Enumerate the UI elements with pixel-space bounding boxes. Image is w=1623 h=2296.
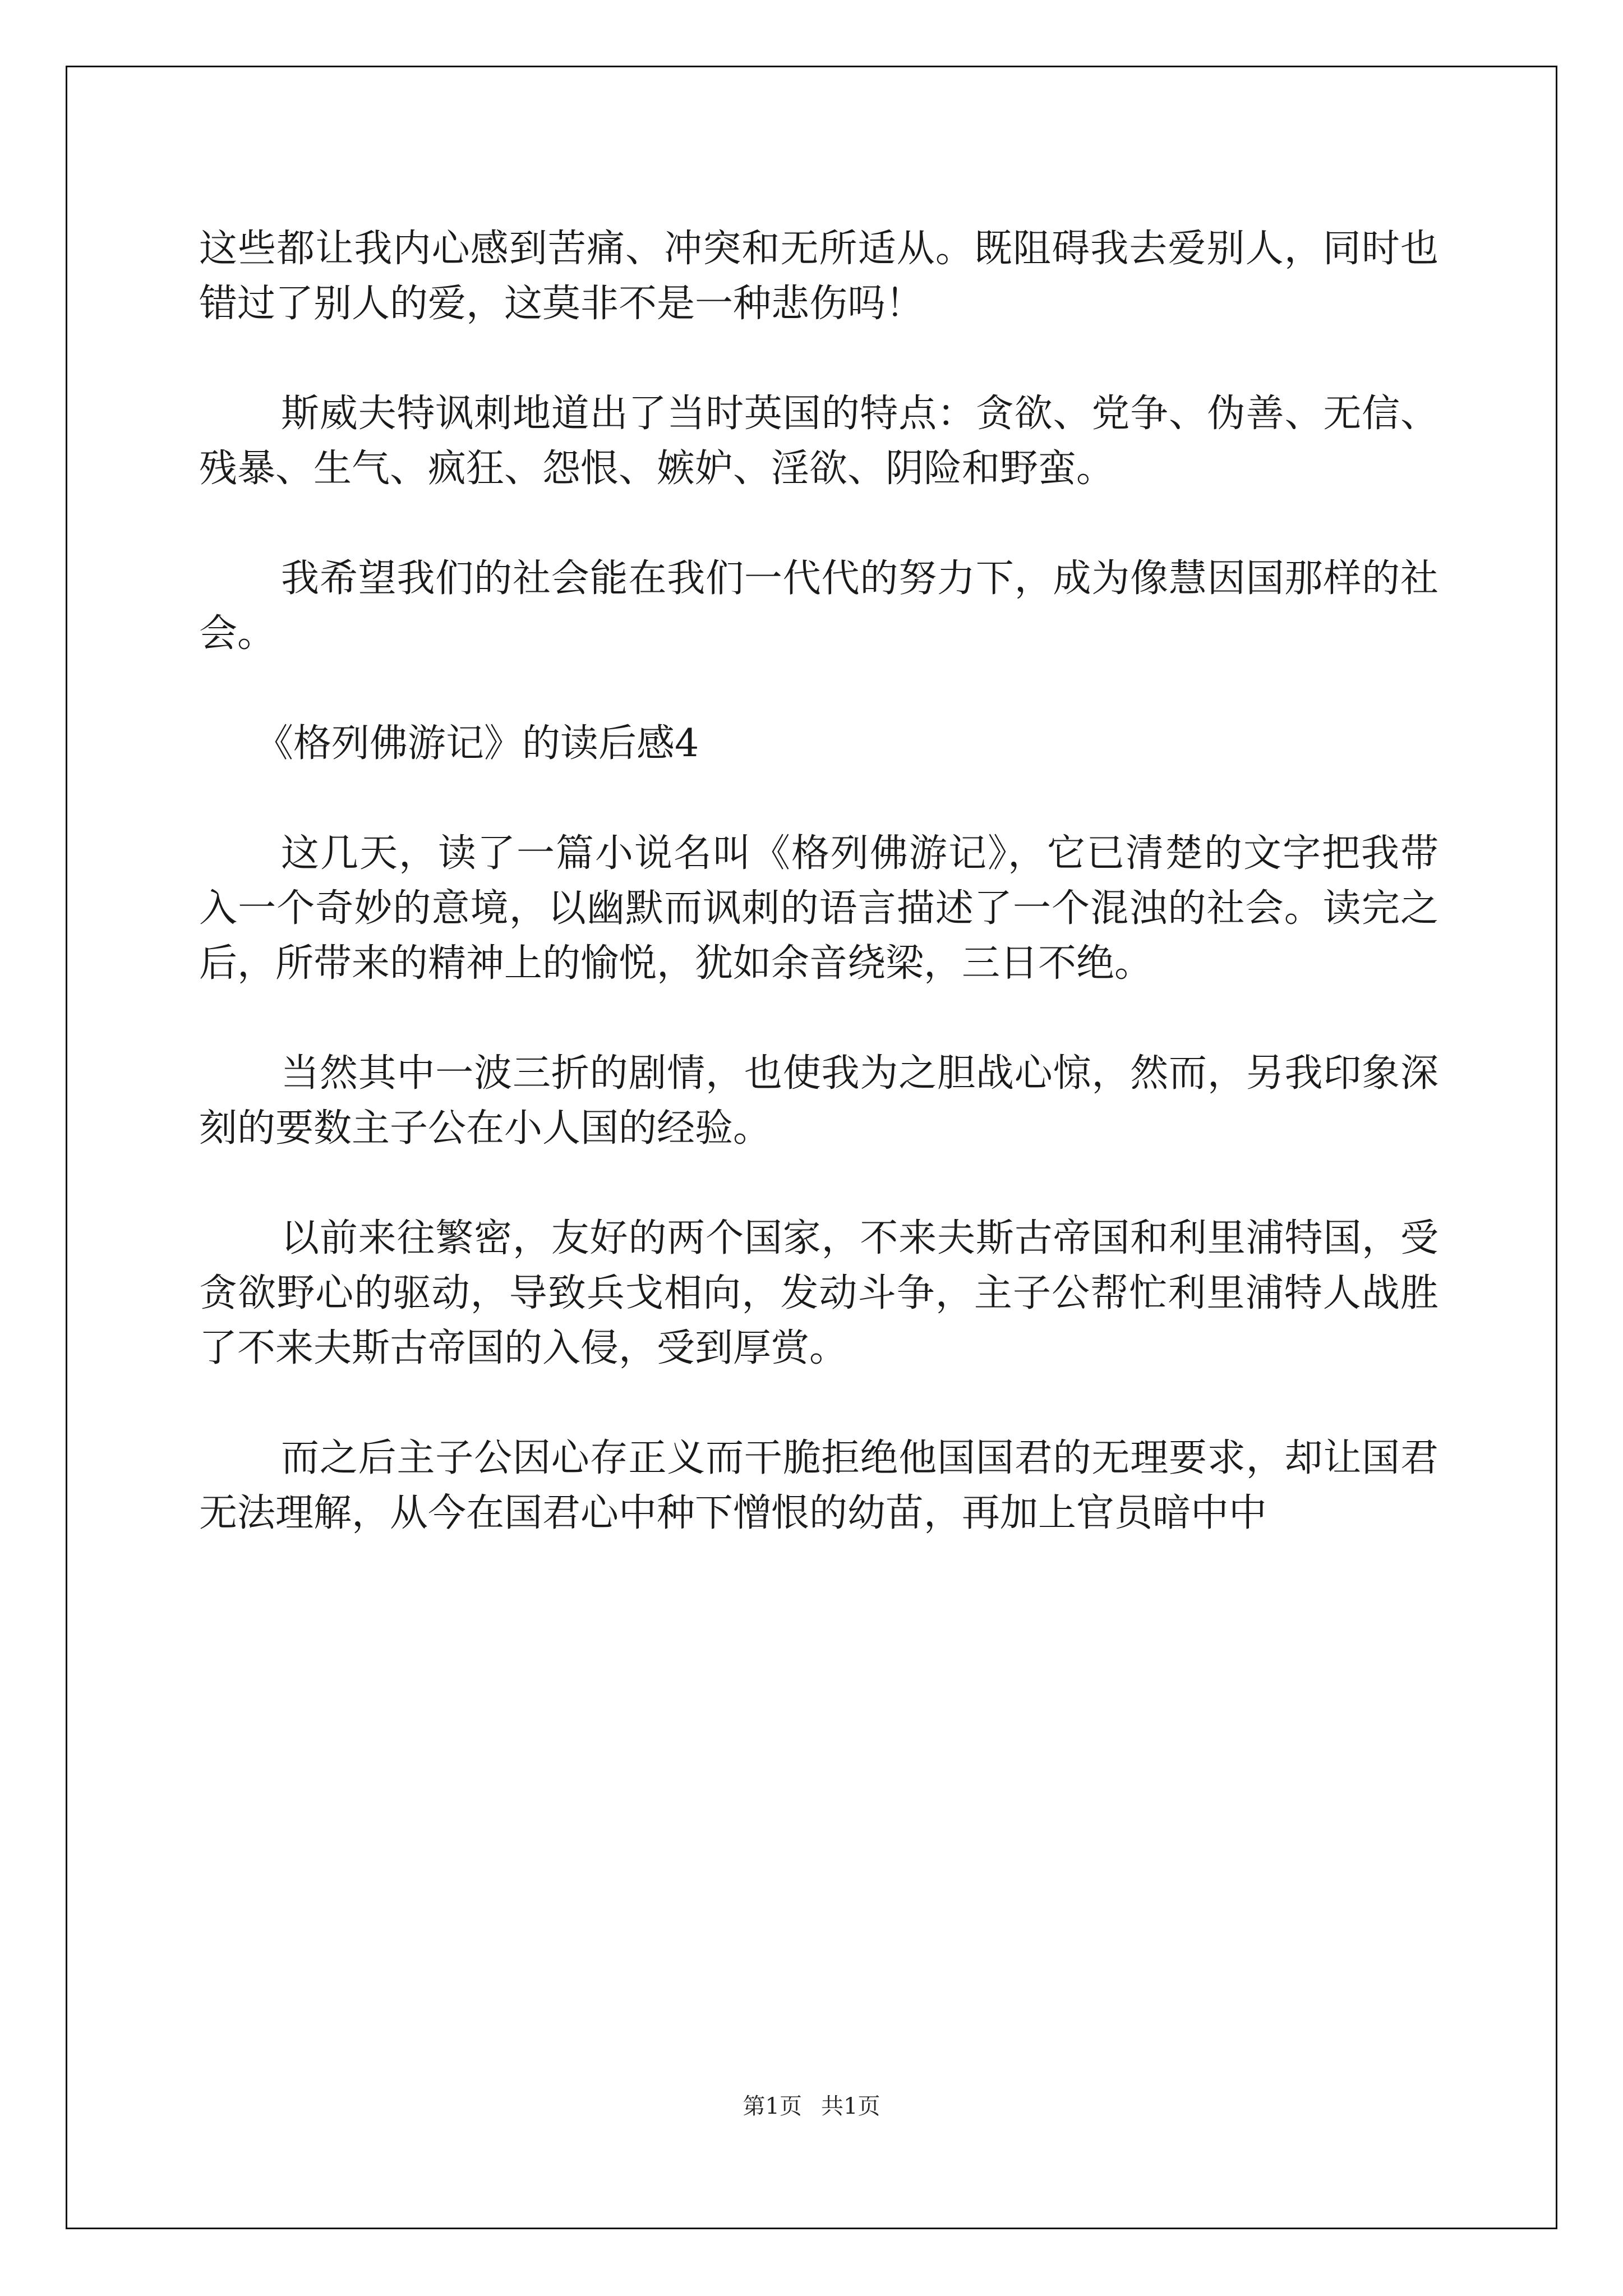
page-number: 第1页 — [743, 2093, 802, 2119]
paragraph: 而之后主子公因心存正义而干脆拒绝他国国君的无理要求，却让国君无法理解，从今在国君心中种下憎恨的幼苗，再加上官员暗中中 — [199, 1436, 1438, 1535]
paragraph: 斯威夫特讽刺地道出了当时英国的特点：贪欲、党争、伪善、无信、残暴、生气、疯狂、怨恨、嫉妒、淫欲、阴险和野蛮。 — [199, 392, 1438, 491]
document-body — [199, 222, 1438, 1596]
paragraph: 当然其中一波三折的剧情，也使我为之胆战心惊，然而，另我印象深刻的要数主子公在小人国的经验。 — [199, 1051, 1438, 1151]
page-total: 共1页 — [821, 2093, 880, 2119]
paragraph: 这几天，读了一篇小说名叫《格列佛游记》，它已清楚的文字把我带入一个奇妙的意境，以幽默而讽刺的语言描述了一个混浊的社会。读完之后，所带来的精神上的愉悦，犹如余音绕梁，三日不绝。 — [199, 831, 1438, 986]
paragraph-continuation: 这些都让我内心感到苦痛、冲突和无所适从。既阻碍我去爱别人，同时也错过了别人的爱，这莫非不是一种悲伤吗！ — [199, 227, 1438, 326]
paragraph: 以前来往繁密，友好的两个国家，不来夫斯古帝国和利里浦特国，受贪欲野心的驱动，导致兵戈相向，发动斗争，主子公帮忙利里浦特人战胜了不来夫斯古帝国的入侵，受到厚赏。 — [199, 1216, 1438, 1370]
section-heading: 《格列佛游记》的读后感4 — [255, 721, 699, 766]
page-footer — [0, 2092, 1623, 2120]
paragraph: 我希望我们的社会能在我们一代代的努力下，成为像慧因国那样的社会。 — [199, 556, 1438, 656]
